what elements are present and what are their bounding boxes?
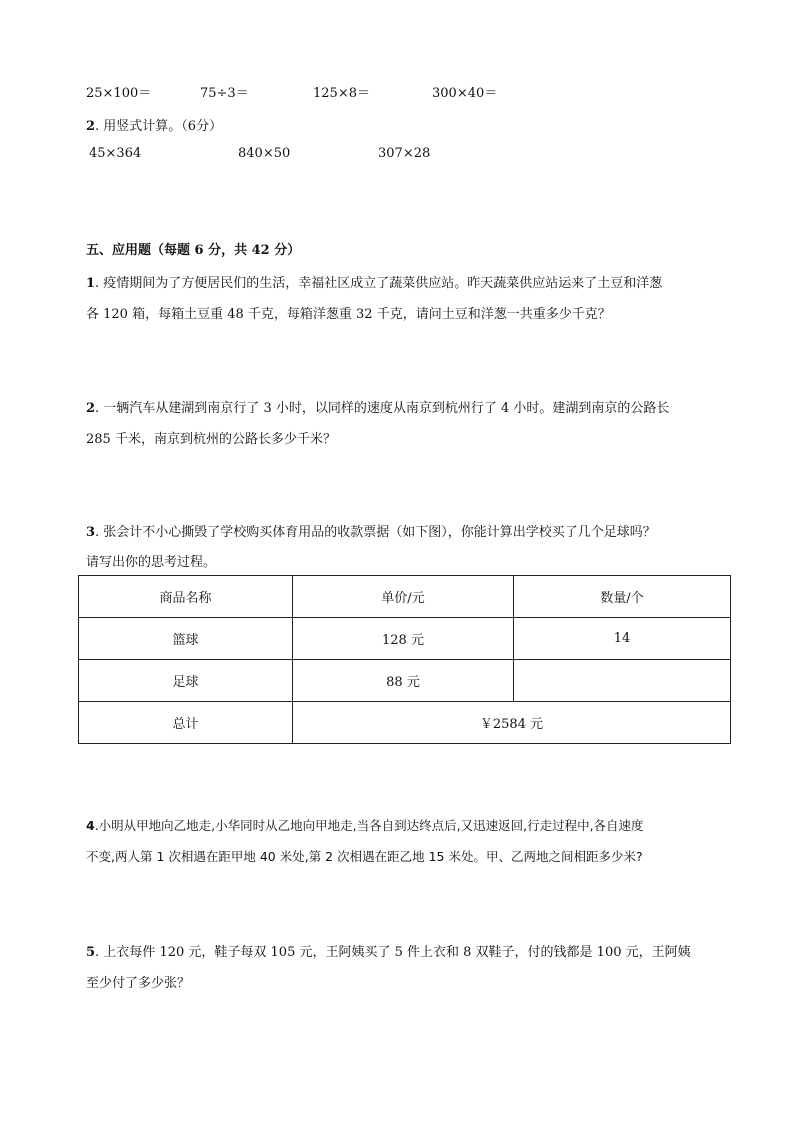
cell-unit-price: 88 元 [293,660,514,702]
table-total-row [79,702,731,744]
q1-number: 1 [86,276,96,291]
q4-line1 [86,816,644,834]
calc-item-1: 25×100＝ [86,86,152,101]
q3-number: 3 [86,525,96,540]
q1-line1 [86,272,662,291]
section-heading: 五、应用题（每题 6 分，共 42 分） [86,243,301,258]
q3-text-1: . 张会计不小心撕毁了学校购买体育用品的收款票据（如下图），你能计算出学校买了几个足球吗？ [95,525,656,540]
calc-item-3: 125×8＝ [313,86,370,101]
q2-line1 [86,397,669,416]
header-unit-price: 单价/元 [293,576,514,618]
cell-item-name: 足球 [79,660,293,702]
q4-text-1: .小明从甲地向乙地走,小华同时从乙地向甲地走,当各自到达终点后,又迅速返回,行走过程中,各自速度 [94,818,644,833]
vertical-calc-2: 840×50 [238,146,291,161]
cell-item-name: 篮球 [79,618,293,660]
calc-item-2: 75÷3＝ [200,86,249,101]
q5-number: 5 [86,945,96,960]
q5-text-1: . 上衣每件 120 元，鞋子每双 105 元，王阿姨买了 5 件上衣和 8 双鞋子，付的钱都是 100 元，王阿姨 [95,945,691,960]
cell-quantity: 14 [514,618,731,660]
header-item-name: 商品名称 [79,576,293,618]
q1-line2: 各 120 箱，每箱土豆重 48 千克，每箱洋葱重 32 千克，请问土豆和洋葱一共重多少千克？ [86,307,611,322]
header-quantity: 数量/个 [514,576,731,618]
total-label: 总计 [79,702,293,744]
table-header-row [79,576,731,618]
total-value: ￥2584 元 [293,702,731,744]
q4-number: 4 [86,818,95,833]
table-row [79,618,731,660]
q5-line1 [86,941,691,960]
q2-number: 2 [86,401,96,416]
calc-item-4: 300×40＝ [432,86,498,101]
q2-line2: 285 千米，南京到杭州的公路长多少千米？ [86,432,336,447]
q1-text-1: . 疫情期间为了方便居民们的生活，幸福社区成立了蔬菜供应站。昨天蔬菜供应站运来了土豆和洋葱 [95,276,663,291]
cell-unit-price: 128 元 [293,618,514,660]
part2-title [86,115,222,134]
cell-quantity-blank [514,660,731,702]
part2-title-text: . 用竖式计算。（6分） [95,119,223,134]
q5-line2: 至少付了多少张？ [86,976,191,991]
q2-text-1: . 一辆汽车从建湖到南京行了 3 小时，以同样的速度从南京到杭州行了 4 小时。建湖到南京的公路长 [95,401,670,416]
q4-line2: 不变,两人第 1 次相遇在距甲地 40 米处,第 2 次相遇在距乙地 15 米处。甲、乙两地之间相距多少米? [86,849,643,864]
receipt-table [78,575,731,744]
vertical-calc-1: 45×364 [89,146,142,161]
q3-line1 [86,521,656,540]
part2-number: 2 [86,119,96,134]
vertical-calc-3: 307×28 [378,146,431,161]
table-row [79,660,731,702]
q3-line2: 请写出你的思考过程。 [86,555,217,570]
